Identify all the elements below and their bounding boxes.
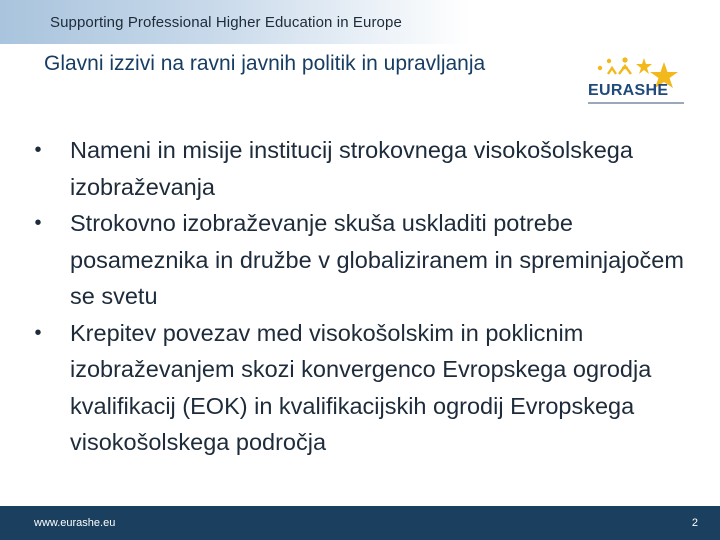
- list-item: [26, 132, 696, 205]
- bullet-text: Strokovno izobraževanje skuša uskladiti potrebe posameznika in družbe v globaliziranem in spreminjajočem se svetu: [70, 210, 684, 309]
- bullet-dot: •: [34, 321, 42, 344]
- footer-bar: [0, 506, 720, 540]
- header-band: [0, 0, 720, 44]
- list-item: [26, 205, 696, 315]
- list-item: [26, 315, 696, 461]
- page-number: 2: [691, 517, 698, 529]
- bullet-list: [26, 132, 696, 461]
- header-tagline: Supporting Professional Higher Education in Europe: [50, 14, 402, 31]
- bullet-text: Krepitev povezav med visokošolskim in poklicnim izobraževanjem skozi konvergenco Evropskega ogrodja kvalifikacij (EOK) in kvalifikacijskih ogrodij Evropskega visokošolskega področja: [70, 319, 652, 455]
- slide-title: Glavni izzivi na ravni javnih politik in upravljanja: [44, 52, 486, 75]
- bullet-dot: •: [34, 212, 42, 234]
- bullet-dot: •: [34, 139, 42, 161]
- footer-url[interactable]: www.eurashe.eu: [34, 517, 116, 529]
- logo-wordmark: EURASHE: [588, 82, 669, 99]
- eurashe-logo: [582, 50, 694, 114]
- bullet-text: Nameni in misije institucij strokovnega visokošolskega izobraževanja: [70, 137, 633, 200]
- logo-subline: [588, 102, 684, 104]
